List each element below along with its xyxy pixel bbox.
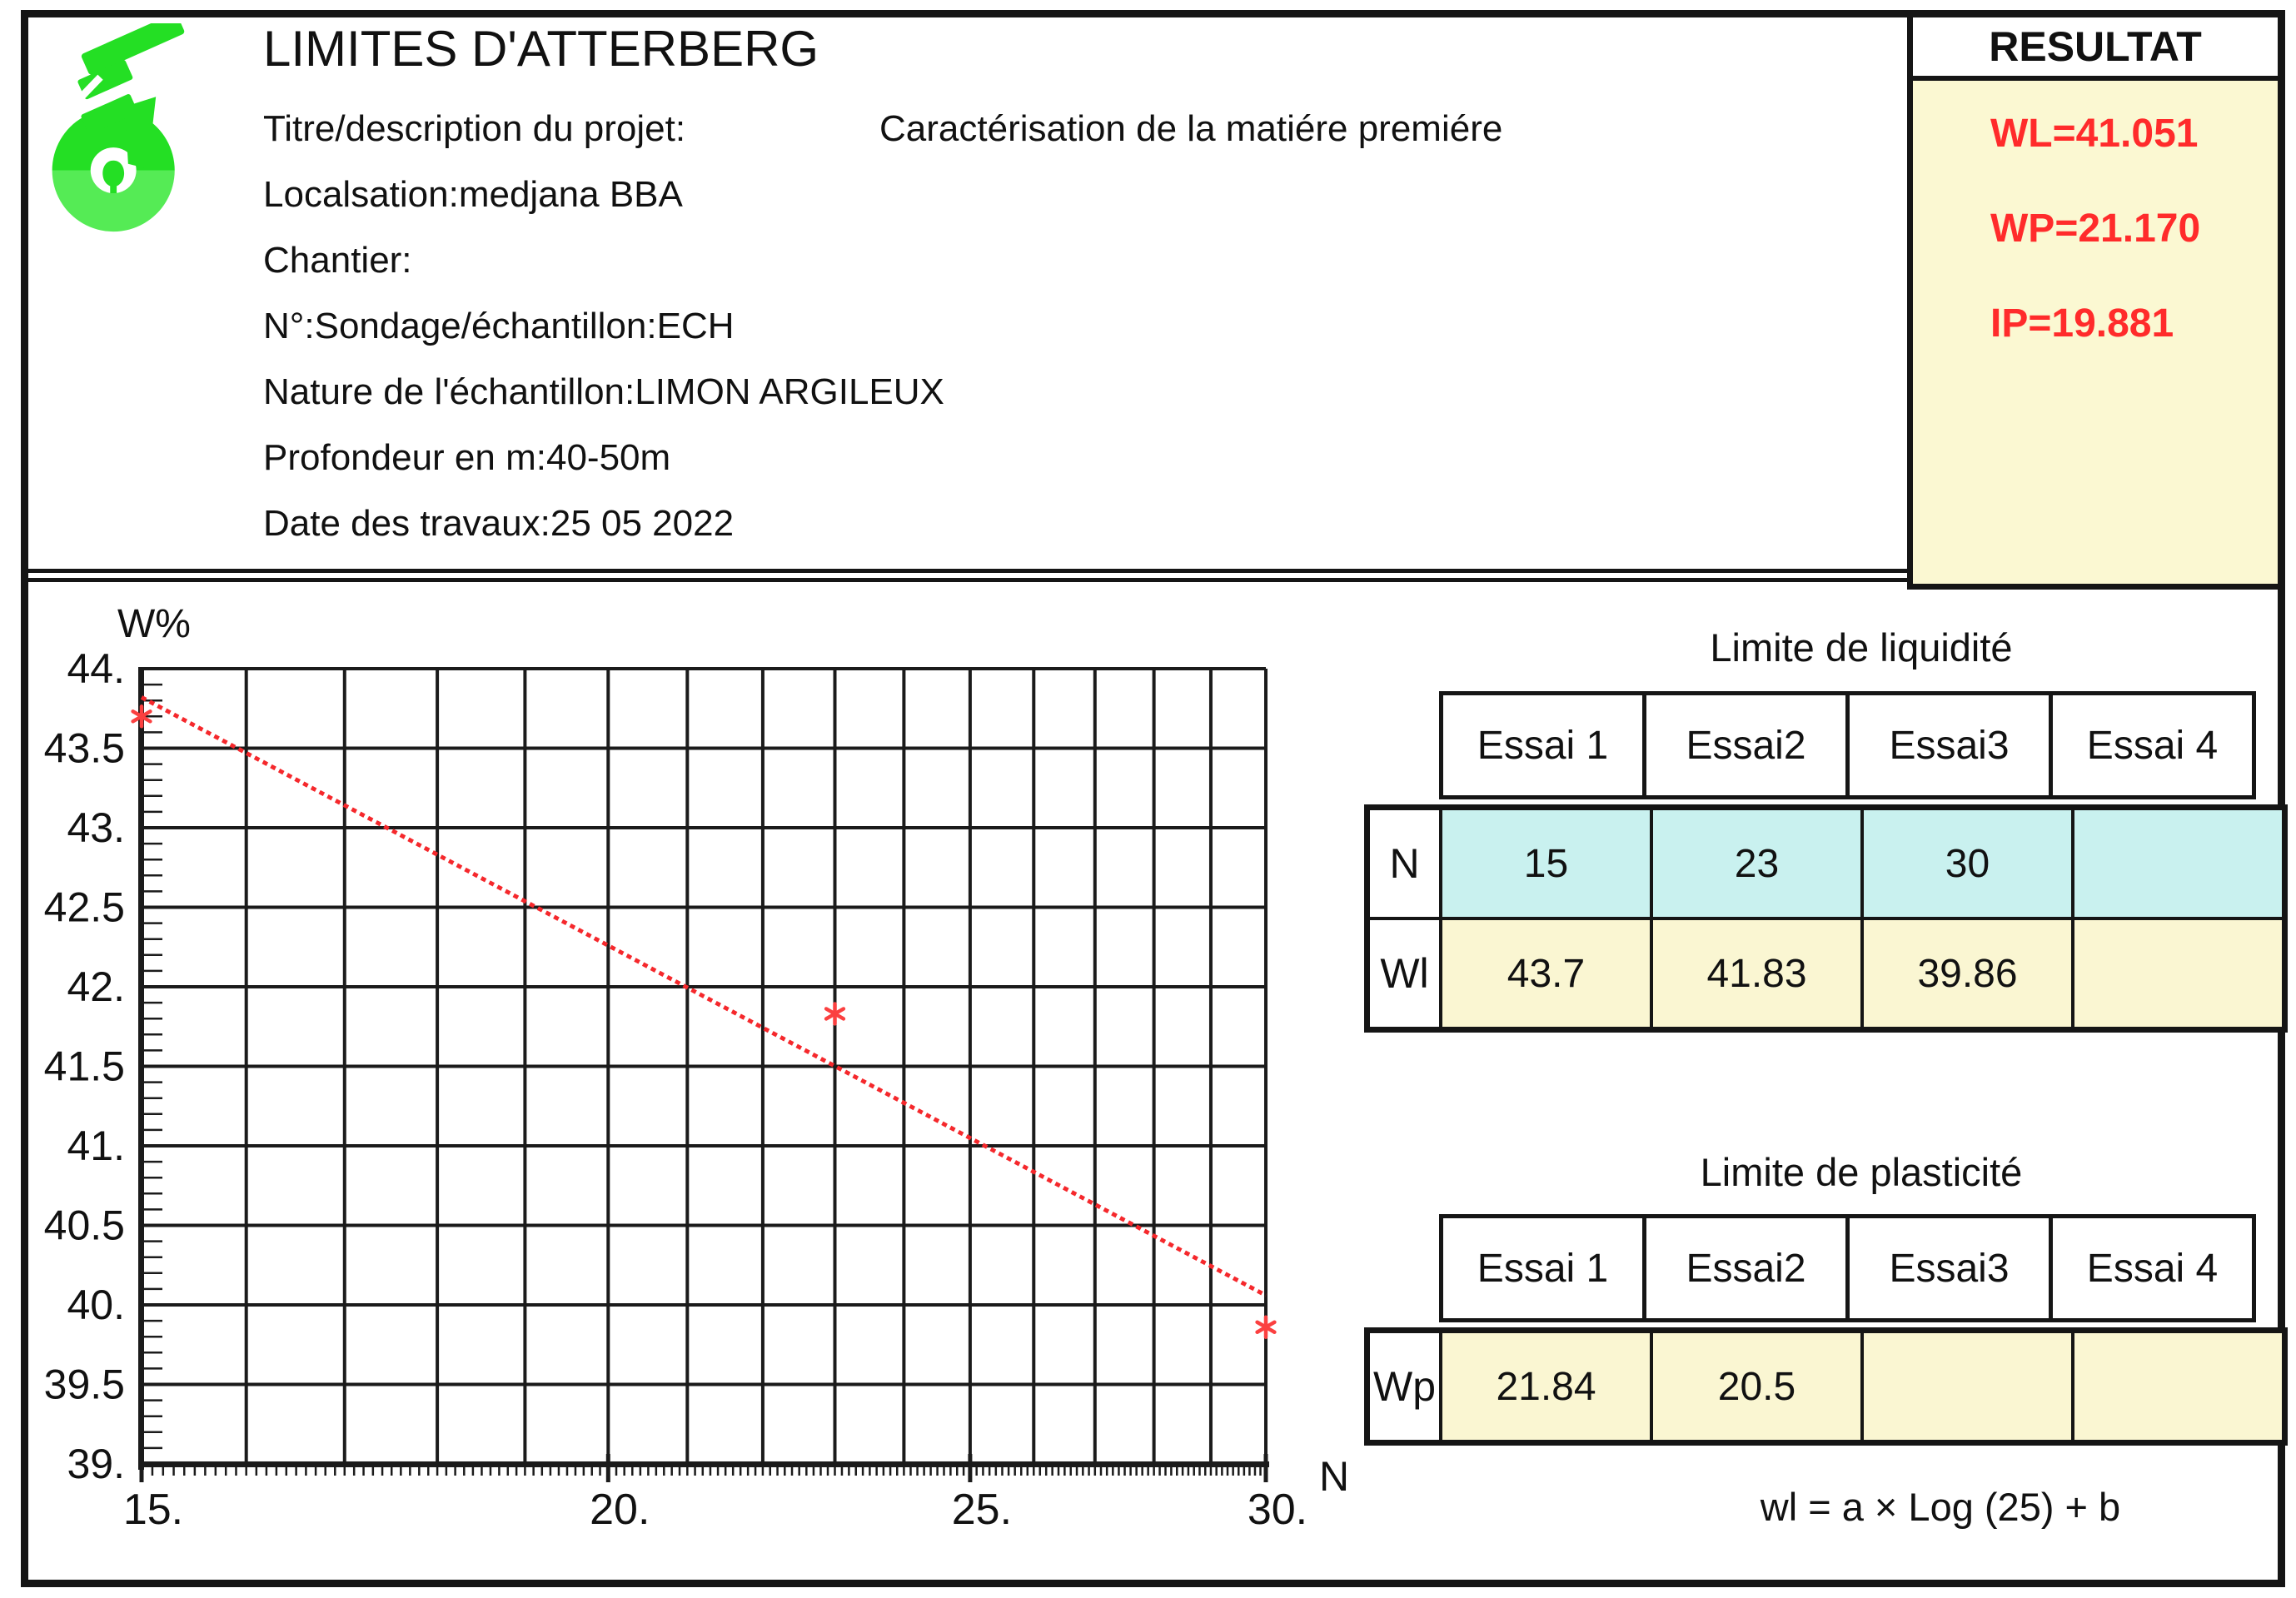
col-header-essai-4: Essai 4 [2049, 1214, 2256, 1322]
resultat-panel [1907, 17, 2278, 590]
y-tick-label: 41. [67, 1123, 125, 1169]
detail-line-sondage: N°:Sondage/échantillon:ECH [263, 306, 735, 346]
col-header-essai-4: Essai 4 [2049, 691, 2256, 799]
x-tick-label: 20. [590, 1486, 650, 1534]
detail-label: Titre/description du projet: [263, 108, 686, 149]
plasticite-data-grid [1364, 1327, 2288, 1446]
col-header-essai-1: Essai 1 [1439, 691, 1646, 799]
cell-wl-essai-3: 39.86 [1862, 918, 2073, 1030]
table-row-wp [1367, 1331, 2285, 1443]
y-tick-label: 40. [67, 1282, 125, 1328]
y-tick-label: 43.5 [43, 724, 125, 772]
y-tick-label: 42.5 [43, 884, 125, 931]
y-tick-label: 41.5 [43, 1043, 125, 1090]
resultat-panel-title: RESULTAT [1913, 17, 2278, 81]
liquidite-table-title: Limite de liquidité [1710, 625, 2013, 670]
cell-n-essai-4 [2073, 808, 2285, 919]
resultat-panel-body [1913, 81, 2278, 584]
detail-line-localisation: Localsation:medjana BBA [263, 174, 683, 215]
lab-logo-icon [48, 23, 194, 236]
x-axis-line [138, 1461, 1269, 1467]
cell-wp-essai-3 [1862, 1331, 2073, 1443]
x-tick-label: 25. [951, 1486, 1013, 1534]
y-axis-title: W% [117, 602, 191, 646]
cell-wl-essai-2: 41.83 [1651, 918, 1862, 1030]
table-row-n [1367, 808, 2285, 919]
liquidite-header-row [1439, 691, 2256, 799]
cell-n-essai-2: 23 [1651, 808, 1862, 919]
page-title: LIMITES D'ATTERBERG [263, 21, 819, 77]
y-tick-label: 39.5 [43, 1361, 125, 1408]
result-ip: IP=19.881 [1990, 301, 2174, 346]
plasticite-table-title: Limite de plasticité [1700, 1150, 2023, 1194]
detail-line-nature: Nature de l'échantillon:LIMON ARGILEUX [263, 371, 944, 412]
col-header-essai-3: Essai3 [1845, 691, 2053, 799]
wl-formula-text: wl = a × Log (25) + b [1760, 1485, 2121, 1529]
cell-wp-essai-4 [2073, 1331, 2285, 1443]
y-tick-label: 43. [67, 804, 125, 851]
liquidity-limit-chart [0, 575, 1416, 1582]
detail-line-chantier: Chantier: [263, 240, 412, 281]
y-tick-label: 44. [67, 645, 125, 692]
gauge-pen-glyph [52, 23, 186, 231]
cell-wp-essai-2: 20.5 [1651, 1331, 1862, 1443]
row-label: Wp [1367, 1331, 1442, 1443]
y-tick-label: 42. [67, 963, 125, 1010]
table-row-wl [1367, 918, 2285, 1030]
row-label: Wl [1367, 918, 1442, 1030]
cell-n-essai-1: 15 [1441, 808, 1651, 919]
result-wp: WP=21.170 [1990, 207, 2201, 251]
result-wl: WL=41.051 [1990, 112, 2199, 156]
detail-line-profondeur: Profondeur en m:40-50m [263, 437, 671, 478]
cell-n-essai-3: 30 [1862, 808, 2073, 919]
project-details [263, 108, 1503, 569]
x-tick-label: 15. [122, 1486, 184, 1534]
x-axis-title: N [1318, 1453, 1350, 1500]
col-header-essai-2: Essai2 [1642, 691, 1850, 799]
col-header-essai-2: Essai2 [1642, 1214, 1850, 1322]
cell-wl-essai-4 [2073, 918, 2285, 1030]
col-header-essai-3: Essai3 [1845, 1214, 2053, 1322]
detail-line-date: Date des travaux:25 05 2022 [263, 503, 735, 544]
liquidite-data-grid [1364, 804, 2288, 1033]
row-label: N [1367, 808, 1442, 919]
y-tick-label: 40.5 [43, 1202, 125, 1249]
cell-wp-essai-1: 21.84 [1441, 1331, 1651, 1443]
cell-wl-essai-1: 43.7 [1441, 918, 1651, 1030]
col-header-essai-1: Essai 1 [1439, 1214, 1646, 1322]
detail-line-titre [263, 108, 1503, 174]
x-tick-label: 30. [1247, 1486, 1308, 1534]
y-axis-line [138, 667, 144, 1470]
plasticite-header-row [1439, 1214, 2256, 1322]
trend-line [142, 697, 1266, 1295]
detail-value-projet: Caractérisation de la matiére premiére [879, 108, 1503, 149]
y-tick-label: 39. [67, 1441, 125, 1487]
